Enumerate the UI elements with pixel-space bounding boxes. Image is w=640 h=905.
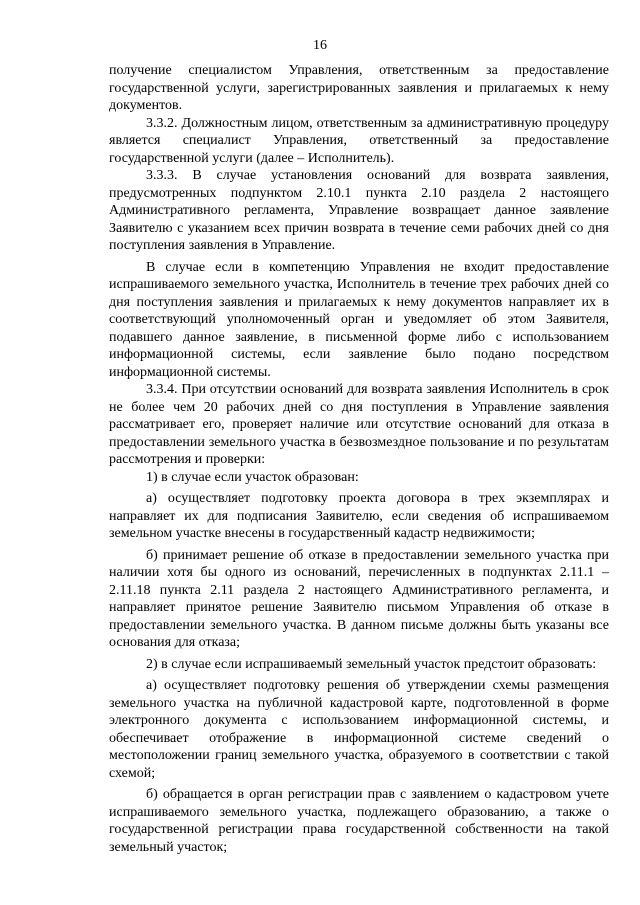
page-number: 16 <box>313 38 327 53</box>
list-item-2-a: а) осуществляет подготовку решения об утверждении схемы размещения земельного участка на публичной кадастровой карте, подготовленной в форме электронного документа с использованием информационной системы, и обеспечивает отображение в информационной системе сведений о местоположении границ земельного участка, образуемого в соответствии с такой схемой; <box>109 678 609 781</box>
paragraph-3-3-2: 3.3.2. Должностным лицом, ответственным за административную процедуру является специалист Управления, ответственный за предоставление государственной услуги (далее – Исполнитель). <box>109 115 609 166</box>
list-item-2: 2) в случае если испрашиваемый земельный участок предстоит образовать: <box>146 656 597 672</box>
list-item-2-b: б) обращается в орган регистрации прав с заявлением о кадастровом учете испрашиваемого земельного участка, подлежащего образованию, а также о государственной регистрации права государственной собственности на такой земельный участок; <box>109 787 609 855</box>
paragraph-continuation: получение специалистом Управления, ответственным за предоставление государственной услуги, зарегистрированных заявления и прилагаемых к нему документов. <box>109 63 609 113</box>
paragraph-3-3-3: 3.3.3. В случае установления оснований для возврата заявления, предусмотренных подпунктом 2.10.1 пункта 2.10 раздела 2 настоящего Административного регламента, Управление возвращает данное заявление Заявителю с указанием всех причин возврата в течение семи рабочих дней со дня поступления заявления в Управление. <box>109 168 609 253</box>
paragraph-3-3-4: 3.3.4. При отсутствии оснований для возврата заявления Исполнитель в срок не более чем 20 рабочих дней со дня поступления в Управление заявления рассматривает его, проверяет наличие или отсутствие оснований для отказа в предоставлении земельного участка в безвозмездное пользование и по результатам рассмотрения и проверки: <box>109 382 609 467</box>
list-item-1-a: а) осуществляет подготовку проекта договора в трех экземплярах и направляет их для подписания Заявителю, если сведения об испрашиваемом земельном участке внесены в государственный кадастр недвижимости; <box>109 491 609 541</box>
document-body <box>109 62 609 856</box>
list-item-1-b: б) принимает решение об отказе в предоставлении земельного участка при наличии хотя бы одного из оснований, перечисленных в подпунктах 2.11.1 – 2.11.18 пункта 2.11 раздела 2 настоящего Административного регламента, и направляет принятое решение Заявителю письмом Управления об отказе в предоставлении земельного участка. В данном письме должны быть указаны все основания для отказа; <box>109 547 609 650</box>
list-item-1: 1) в случае если участок образован: <box>146 469 359 485</box>
paragraph-competence: В случае если в компетенцию Управления не входит предоставление испрашиваемого земельного участка, Исполнитель в течение трех рабочих дней со дня поступления заявления и прилагаемых к нему документов направляет их в соответствующий уполномоченный орган и уведомляет об этом Заявителя, подавшего данное заявление, в письменной форме либо с использованием информационной системы, если заявление было подано посредством информационной системы. <box>109 259 609 380</box>
